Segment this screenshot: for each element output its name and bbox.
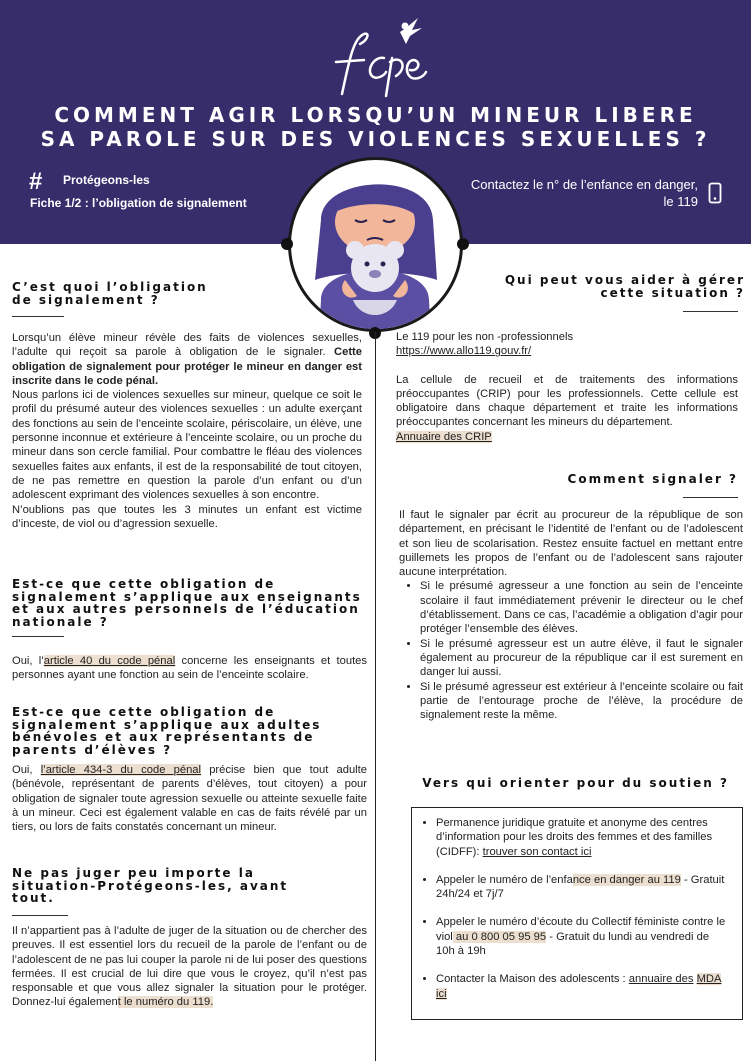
heading-obligation: C’est quoi l’obligation de signalement ? xyxy=(12,280,208,307)
benevoles-text-end: précise bien que tout adulte (bénévole, représentant de parents d’élèves, tout citoyen) a pour obligation de signaler toute agression sexuelle ou atteinte sexuelle faite à un mineur. Ceci est également valable en cas de faits révélé par un tiers, ou lors de faits constatés concernant un mineur. xyxy=(12,764,367,834)
benevoles-text-start: Oui, xyxy=(12,764,41,776)
heading-benevoles: Est-ce que cette obligation de signalement s’applique aux adultes bénévoles et aux représentants de parents d’élèves ? xyxy=(12,705,322,757)
main-title-line1: COMMENT AGIR LORSQU’UN MINEUR LIBERE xyxy=(54,103,697,127)
signaler-intro: Il faut le signaler par écrit au procureur de la république de son département, en précisant le l’identité de l’enfant ou de l’adolescent et son lieu de scolarisation. Restez ensuite factuel en mettant entre guillemets les propos de l’enfant ou de l’adolescent sans rajouter aucune interprétation. xyxy=(399,509,743,579)
connector-dot-right xyxy=(457,238,469,250)
cidff-text: Permanence juridique gratuite et anonyme des centres d’information pour les droits des femmes et des familles (CIDFF): xyxy=(436,817,713,858)
list-item-119 xyxy=(436,873,730,902)
column-divider xyxy=(375,332,376,1061)
list-item-mda xyxy=(436,972,730,1001)
enseignants-text-start: Oui, l’ xyxy=(12,655,44,667)
list-item: • Si le présumé agresseur est extérieur à l’enceinte scolaire ou fait partie de l’entourage proche de l’élève, la procédure de signalement reste la même. xyxy=(420,680,743,723)
heading-comment-signaler: Comment signaler ? xyxy=(567,472,738,486)
list-item: • Si le présumé agresseur est un autre élève, il faut le signaler également au procureur de la république car il est surement en danger lui aussi. xyxy=(420,637,743,680)
annuaire-crip-link[interactable]: Annuaire des CRIP xyxy=(396,430,492,443)
heading-qui-peut-aider: Qui peut vous aider à gérer cette situation ? xyxy=(504,273,745,300)
heading-ne-pas-juger: Ne pas juger peu importe la situation-Protégeons-les, avant tout. xyxy=(12,866,289,905)
paragraph-ne-pas-juger xyxy=(12,924,367,1010)
heading-underline xyxy=(683,311,738,312)
hashtag-icon: # xyxy=(29,168,43,195)
phone-icon xyxy=(708,182,722,204)
paragraph-enseignants xyxy=(12,654,367,683)
allo119-link[interactable]: https://www.allo119.gouv.fr/ xyxy=(396,345,532,358)
heading-underline xyxy=(12,316,64,317)
article-40-link[interactable]: article 40 du code pénal xyxy=(43,655,176,667)
contact-text: Contactez le n° de l’enfance en danger, le 119 xyxy=(470,177,698,209)
cfcv-number-highlight: au 0 800 05 95 95 xyxy=(452,930,547,943)
fcpe-logo xyxy=(322,16,432,100)
illustration-circle xyxy=(288,157,463,332)
main-title-line2: SA PAROLE SUR DES VIOLENCES SEXUELLES ? xyxy=(40,127,711,151)
obligation-bold-text: Cette obligation de signalement pour protéger le mineur en danger est inscrite dans le code pénal. xyxy=(12,346,362,387)
fiche-label: Fiche 1/2 : l’obligation de signalement xyxy=(30,196,247,210)
article-434-3-link[interactable]: l’article 434-3 du code pénal xyxy=(40,764,201,776)
heading-vers-qui-orienter: Vers qui orienter pour du soutien ? xyxy=(422,776,729,790)
crip-paragraph: La cellule de recueil et de traitements des informations préoccupantes (CRIP) pour les professionnels. Cette cellule est obligatoire dans chaque département et traite les informations préoccupantes concernant les mineurs du département. xyxy=(396,373,738,429)
mda-ici-link[interactable]: MDA ici xyxy=(436,973,722,1000)
enfance-danger-highlight: nce en danger au 119 xyxy=(572,873,681,886)
heading-enseignants: Est-ce que cette obligation de signalement s’applique aux enseignants et aux autres personnels de l’éducation nationale ? xyxy=(12,577,362,629)
cidff-contact-link[interactable]: trouver son contact ici xyxy=(482,845,592,858)
list-item-cfcv xyxy=(436,915,730,958)
enfance-danger-text-end: - Gratuit 24h/24 et 7j/7 xyxy=(436,873,725,901)
mda-text: Contacter la Maison des adolescents : xyxy=(436,973,629,986)
violences-paragraph: Nous parlons ici de violences sexuelles sur mineur, quelque ce soit le profil du présumé auteur des violences sexuelles : un adulte exerçant des fonctions au sein de l’enceinte scolaire, périscolaire, un élève, une personne inconnue et extérieure à l’enceinte scolaire, ou un proche du mineur dans son cercle familial. Pour combattre le fléau des violences sexuelles faites aux enfants, il est de la responsabilité de tout citoyen, de ne pas remettre en question la parole d’un enfant ou d’un adolescent exprimant des violences sexuelles à son encontre. xyxy=(12,389,362,502)
signaler-bullet-list xyxy=(399,579,743,722)
mda-annuaire-link[interactable]: annuaire des xyxy=(628,973,694,986)
paragraph-comment-signaler xyxy=(399,508,743,722)
enseignants-text-end: concerne les enseignants et toutes personnes ayant une fonction au sein de l’enceinte scolaire. xyxy=(12,655,367,682)
list-item-cidff xyxy=(436,816,730,859)
list-item: • Si le présumé agresseur a une fonction au sein de l’enceinte scolaire il faut immédiatement prévenir le directeur ou le chef d’établissement. Dans ce cas, l’académie a obligation d’agir pour protéger l’ensemble des élèves. xyxy=(420,579,743,636)
spacer xyxy=(396,359,738,373)
paragraph-benevoles xyxy=(12,763,367,834)
paragraph-obligation xyxy=(12,331,362,531)
enfance-danger-text-start: Appeler le numéro de l’enfa xyxy=(436,873,573,886)
heading-underline xyxy=(12,915,68,916)
soutien-list xyxy=(412,808,742,1001)
ne-pas-juger-text: Il n’appartient pas à l’adulte de juger de la situation ou de chercher des preuves. Il est essentiel lors du recueil de la parole de l’enfant ou de l’adolescent de ne pas lui couper la parole ni de lui poser des questions fermées. Il est crucial de lui dire que vous le croyez, qu’il n’est pas responsable et que vous allez signaler la situation pour le protéger. Donnez-lui égalemen xyxy=(12,925,367,1009)
cfcv-text-start: Appeler le numéro d’écoute du Collectif féministe contre le viol xyxy=(436,916,726,943)
heading-underline xyxy=(12,636,64,637)
statistic-paragraph: N’oublions pas que toutes les 3 minutes un enfant est victime d’inceste, de viol ou d’agression sexuelle. xyxy=(12,503,362,530)
child-with-teddy-illustration xyxy=(291,160,460,329)
connector-dot-left xyxy=(281,238,293,250)
soutien-box xyxy=(411,807,743,1020)
heading-underline xyxy=(683,497,738,498)
cfcv-text-end: - Gratuit du lundi au vendredi de 10h à 19h xyxy=(436,930,710,958)
obligation-text: Lorsqu’un élève mineur révèle des faits de violences sexuelles, l’adulte qui reçoit sa parole à obligation de le signaler. xyxy=(12,332,362,359)
line-119-non-pro: Le 119 pour les non -professionnels xyxy=(396,331,574,343)
paragraph-qui-peut-aider xyxy=(396,330,738,444)
tagline: Protégeons-les xyxy=(63,173,150,187)
numero-119-highlight: t le numéro du 119. xyxy=(117,996,214,1009)
